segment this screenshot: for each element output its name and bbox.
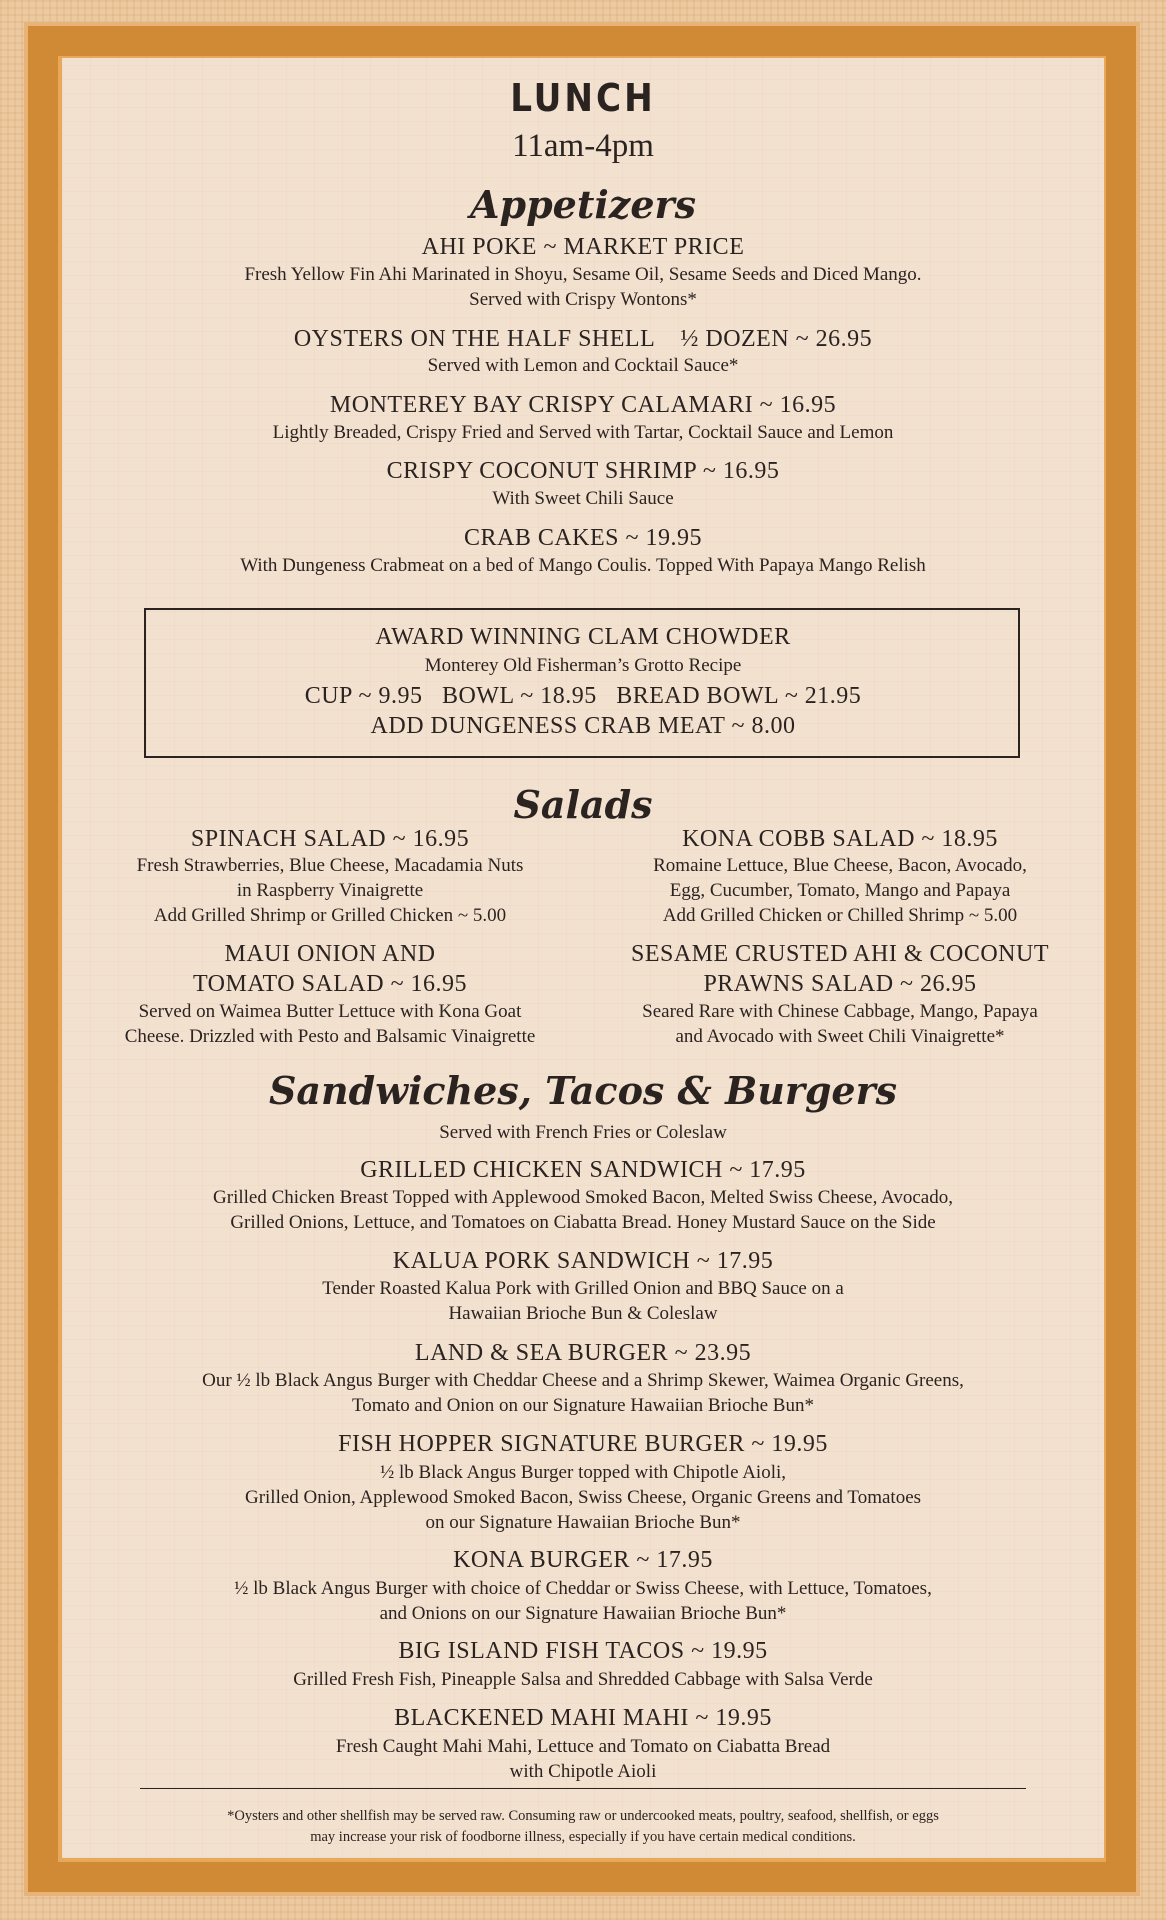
chowder-addon: ADD DUNGENESS CRAB MEAT ~ 8.00 (370, 713, 796, 739)
coconut-shrimp-name: CRISPY COCONUT SHRIMP ~ 16.95 (386, 458, 780, 484)
chowder-prices: CUP ~ 9.95 BOWL ~ 18.95 BREAD BOWL ~ 21.95 (304, 683, 862, 709)
sesame-ahi-desc: and Avocado with Sweet Chili Vinaigrette* (675, 1026, 1005, 1047)
spinach-salad-desc: in Raspberry Vinaigrette (236, 880, 424, 901)
kalua-pork-name: KALUA PORK SANDWICH ~ 17.95 (392, 1248, 774, 1274)
footer-divider (140, 1788, 1026, 1789)
footer-disclaimer: *Oysters and other shellfish may be served raw. Consuming raw or undercooked meats, poultry, seafood, shellfish, or eggs (227, 1808, 939, 1824)
kona-cobb-addon: Add Grilled Chicken or Chilled Shrimp ~ 5.00 (662, 905, 1018, 926)
fish-tacos-name: BIG ISLAND FISH TACOS ~ 19.95 (398, 1638, 768, 1664)
calamari-desc: Lightly Breaded, Crispy Fried and Served with Tartar, Cocktail Sauce and Lemon (272, 422, 894, 443)
oysters-desc: Served with Lemon and Cocktail Sauce* (427, 355, 739, 376)
maui-onion-name: TOMATO SALAD ~ 16.95 (192, 971, 468, 997)
oysters-name: OYSTERS ON THE HALF SHELL ½ DOZEN ~ 26.95 (293, 326, 873, 352)
fish-hopper-burger-desc: Grilled Onion, Applewood Smoked Bacon, Swiss Cheese, Organic Greens and Tomatoes (244, 1487, 922, 1508)
land-sea-burger-name: LAND & SEA BURGER ~ 23.95 (414, 1340, 752, 1366)
kona-burger-name: KONA BURGER ~ 17.95 (453, 1547, 713, 1573)
appetizers-heading: Appetizers (470, 182, 696, 227)
kalua-pork-desc: Hawaiian Brioche Bun & Coleslaw (448, 1303, 718, 1324)
fish-hopper-burger-name: FISH HOPPER SIGNATURE BURGER ~ 19.95 (338, 1431, 828, 1457)
footer-disclaimer: may increase your risk of foodborne illness, especially if you have certain medical conditions. (310, 1829, 856, 1845)
calamari-name: MONTEREY BAY CRISPY CALAMARI ~ 16.95 (329, 392, 837, 418)
maui-onion-name: MAUI ONION AND (224, 941, 436, 967)
menu-title: LUNCH (510, 76, 656, 120)
fish-tacos-desc: Grilled Fresh Fish, Pineapple Salsa and Shredded Cabbage with Salsa Verde (293, 1669, 873, 1690)
salads-heading: Salads (513, 782, 653, 827)
kona-burger-desc: and Onions on our Signature Hawaiian Brioche Bun* (379, 1603, 787, 1624)
ahi-poke-desc: Served with Crispy Wontons* (469, 289, 697, 310)
chowder-name: AWARD WINNING CLAM CHOWDER (375, 624, 791, 650)
grilled-chicken-name: GRILLED CHICKEN SANDWICH ~ 17.95 (360, 1157, 806, 1183)
land-sea-burger-desc: Our ½ lb Black Angus Burger with Cheddar Cheese and a Shrimp Skewer, Waimea Organic Greens, (202, 1370, 964, 1391)
grilled-chicken-desc: Grilled Onions, Lettuce, and Tomatoes on Ciabatta Bread. Honey Mustard Sauce on the Side (230, 1212, 936, 1233)
crab-cakes-desc: With Dungeness Crabmeat on a bed of Mango Coulis. Topped With Papaya Mango Relish (240, 555, 926, 576)
land-sea-burger-desc: Tomato and Onion on our Signature Hawaiian Brioche Bun* (352, 1395, 814, 1416)
spinach-salad-desc: Fresh Strawberries, Blue Cheese, Macadamia Nuts (136, 855, 524, 876)
spinach-salad-addon: Add Grilled Shrimp or Grilled Chicken ~ 5.00 (153, 905, 507, 926)
kona-cobb-name: KONA COBB SALAD ~ 18.95 (682, 826, 998, 852)
maui-onion-desc: Cheese. Drizzled with Pesto and Balsamic Vinaigrette (124, 1026, 536, 1047)
sandwiches-subheading: Served with French Fries or Coleslaw (439, 1122, 727, 1143)
mahi-mahi-name: BLACKENED MAHI MAHI ~ 19.95 (394, 1705, 772, 1731)
sesame-ahi-desc: Seared Rare with Chinese Cabbage, Mango, Papaya (642, 1001, 1038, 1022)
kona-cobb-desc: Romaine Lettuce, Blue Cheese, Bacon, Avocado, (653, 855, 1027, 876)
menu-hours: 11am-4pm (512, 128, 654, 164)
kona-cobb-desc: Egg, Cucumber, Tomato, Mango and Papaya (669, 880, 1011, 901)
kona-burger-desc: ½ lb Black Angus Burger with choice of Cheddar or Swiss Cheese, with Lettuce, Tomatoes, (234, 1578, 932, 1599)
sesame-ahi-name: PRAWNS SALAD ~ 26.95 (703, 971, 977, 997)
maui-onion-desc: Served on Waimea Butter Lettuce with Kona Goat (138, 1001, 522, 1022)
fish-hopper-burger-desc: on our Signature Hawaiian Brioche Bun* (425, 1512, 741, 1533)
sesame-ahi-name: SESAME CRUSTED AHI & COCONUT (630, 941, 1050, 967)
fish-hopper-burger-desc: ½ lb Black Angus Burger topped with Chipotle Aioli, (379, 1462, 787, 1483)
ahi-poke-desc: Fresh Yellow Fin Ahi Marinated in Shoyu, Sesame Oil, Sesame Seeds and Diced Mango. (244, 264, 922, 285)
mahi-mahi-desc: Fresh Caught Mahi Mahi, Lettuce and Tomato on Ciabatta Bread (335, 1736, 831, 1757)
crab-cakes-name: CRAB CAKES ~ 19.95 (463, 525, 703, 551)
sandwiches-heading: Sandwiches, Tacos & Burgers (268, 1068, 898, 1113)
kalua-pork-desc: Tender Roasted Kalua Pork with Grilled Onion and BBQ Sauce on a (322, 1278, 844, 1299)
mahi-mahi-desc: with Chipotle Aioli (509, 1761, 657, 1782)
coconut-shrimp-desc: With Sweet Chili Sauce (492, 488, 674, 509)
ahi-poke-name: AHI POKE ~ MARKET PRICE (421, 234, 745, 260)
grilled-chicken-desc: Grilled Chicken Breast Topped with Applewood Smoked Bacon, Melted Swiss Cheese, Avocado, (213, 1187, 953, 1208)
chowder-desc: Monterey Old Fisherman’s Grotto Recipe (424, 655, 742, 676)
spinach-salad-name: SPINACH SALAD ~ 16.95 (190, 826, 470, 852)
